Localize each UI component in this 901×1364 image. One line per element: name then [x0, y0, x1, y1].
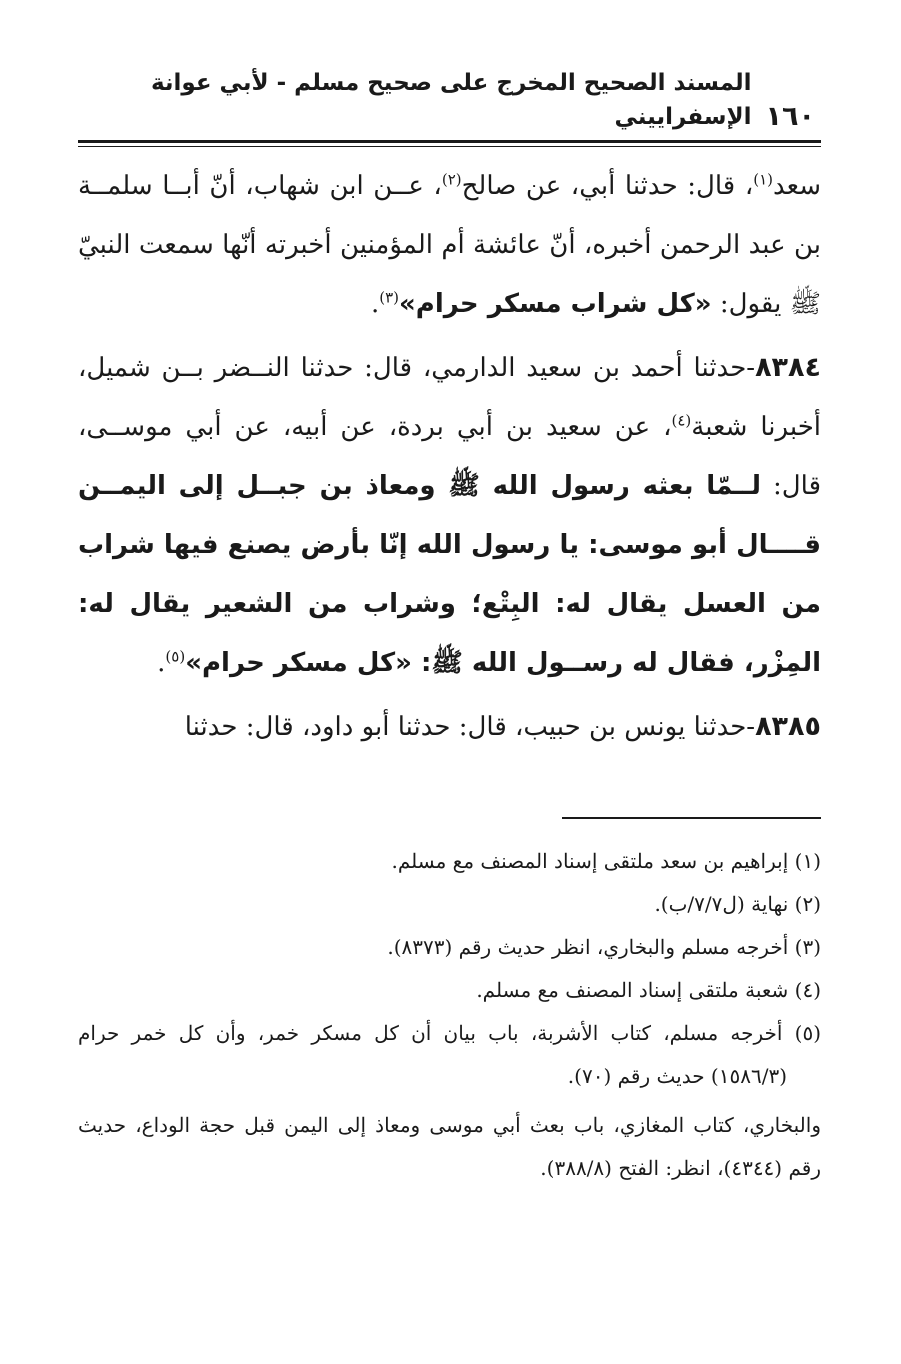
footnote-2: (٢) نهاية (ل٧/٧/ب).	[654, 892, 821, 916]
main-text	[78, 157, 821, 757]
text-run: .	[157, 648, 166, 678]
footnote-5-continuation: والبخاري، كتاب المغازي، باب بعث أبي موسى ومعاذ إلى اليمن قبل حجة الوداع، حديث رقم (٤٣٤٤)، انظر: الفتح (٣٨٨/٨).	[78, 1113, 821, 1180]
footnote-4: (٤) شعبة ملتقى إسناد المصنف مع مسلم.	[476, 978, 821, 1002]
hadith-number: ٨٣٨٤	[755, 352, 821, 383]
footnote-ref-2[interactable]: (٢)	[441, 170, 462, 189]
text-run: ، قال: حدثنا أبي، عن صالح	[461, 171, 754, 201]
hadith-8385	[78, 697, 821, 757]
footnote-3: (٣) أخرجه مسلم والبخاري، انظر حديث رقم (٨٣٧٣).	[387, 935, 821, 959]
footnote-ref-5[interactable]: (٥)	[165, 647, 186, 666]
text-run: ، عن سعيد بن أبي بردة، عن أبيه، عن أبي موســى، قال:	[78, 412, 821, 501]
header-rule	[78, 140, 821, 143]
paragraph-continuation	[78, 157, 821, 334]
hadith-matn: لــمّا بعثه رسول الله ﷺ ومعاذ بن جبــل إلى اليمــن قــــال أبو موسى: يا رسول الله إنّا بأرض يصنع فيها شراب من العسل يقال له: البِتْع؛ وشراب من الشعير يقال له: المِزْر، فقال له رســول الله ﷺ: «كل مسكر حرام»	[78, 471, 821, 678]
text-run: ، عــن ابن شهاب، أنّ أبــا سلمــة بن عبد الرحمن أخبره، أنّ عائشة أم المؤمنين أخبرته أنّها سمعت النبيّ ﷺ يقول:	[78, 171, 821, 319]
text-run: -حدثنا أحمد بن سعيد الدارمي، قال: حدثنا النــضر بــن شميل، أخبرنا شعبة	[78, 353, 821, 442]
footnote-ref-4[interactable]: (٤)	[671, 411, 692, 430]
hadith-quote: «كل شراب مسكر حرام»	[398, 289, 712, 319]
footnotes	[78, 840, 821, 1190]
text-run: -حدثنا يونس بن حبيب، قال: حدثنا أبو داود، قال: حدثنا	[184, 712, 756, 742]
footnote-ref-1[interactable]: (١)	[753, 170, 773, 189]
footnote-separator	[562, 817, 821, 819]
footnote-ref-3[interactable]: (٣)	[379, 288, 399, 307]
hadith-8384	[78, 338, 821, 693]
page-number: ١٦٠	[765, 101, 815, 132]
running-header	[78, 66, 821, 134]
footnote-5: (٥) أخرجه مسلم، كتاب الأشربة، باب بيان أن كل مسكر خمر، وأن كل خمر حرام (١٥٨٦/٣) حديث رقم (٧٠).	[78, 1021, 821, 1088]
document-page	[78, 66, 821, 1180]
footnote-1: (١) إبراهيم بن سعد ملتقى إسناد المصنف مع مسلم.	[391, 849, 821, 873]
text-run: .	[370, 289, 380, 319]
book-title: المسند الصحيح المخرج على صحيح مسلم - لأبي عوانة الإسفراييني	[150, 70, 752, 130]
text-run: سعد	[773, 171, 821, 201]
hadith-number: ٨٣٨٥	[755, 711, 821, 742]
header-rule-thin	[78, 146, 821, 147]
